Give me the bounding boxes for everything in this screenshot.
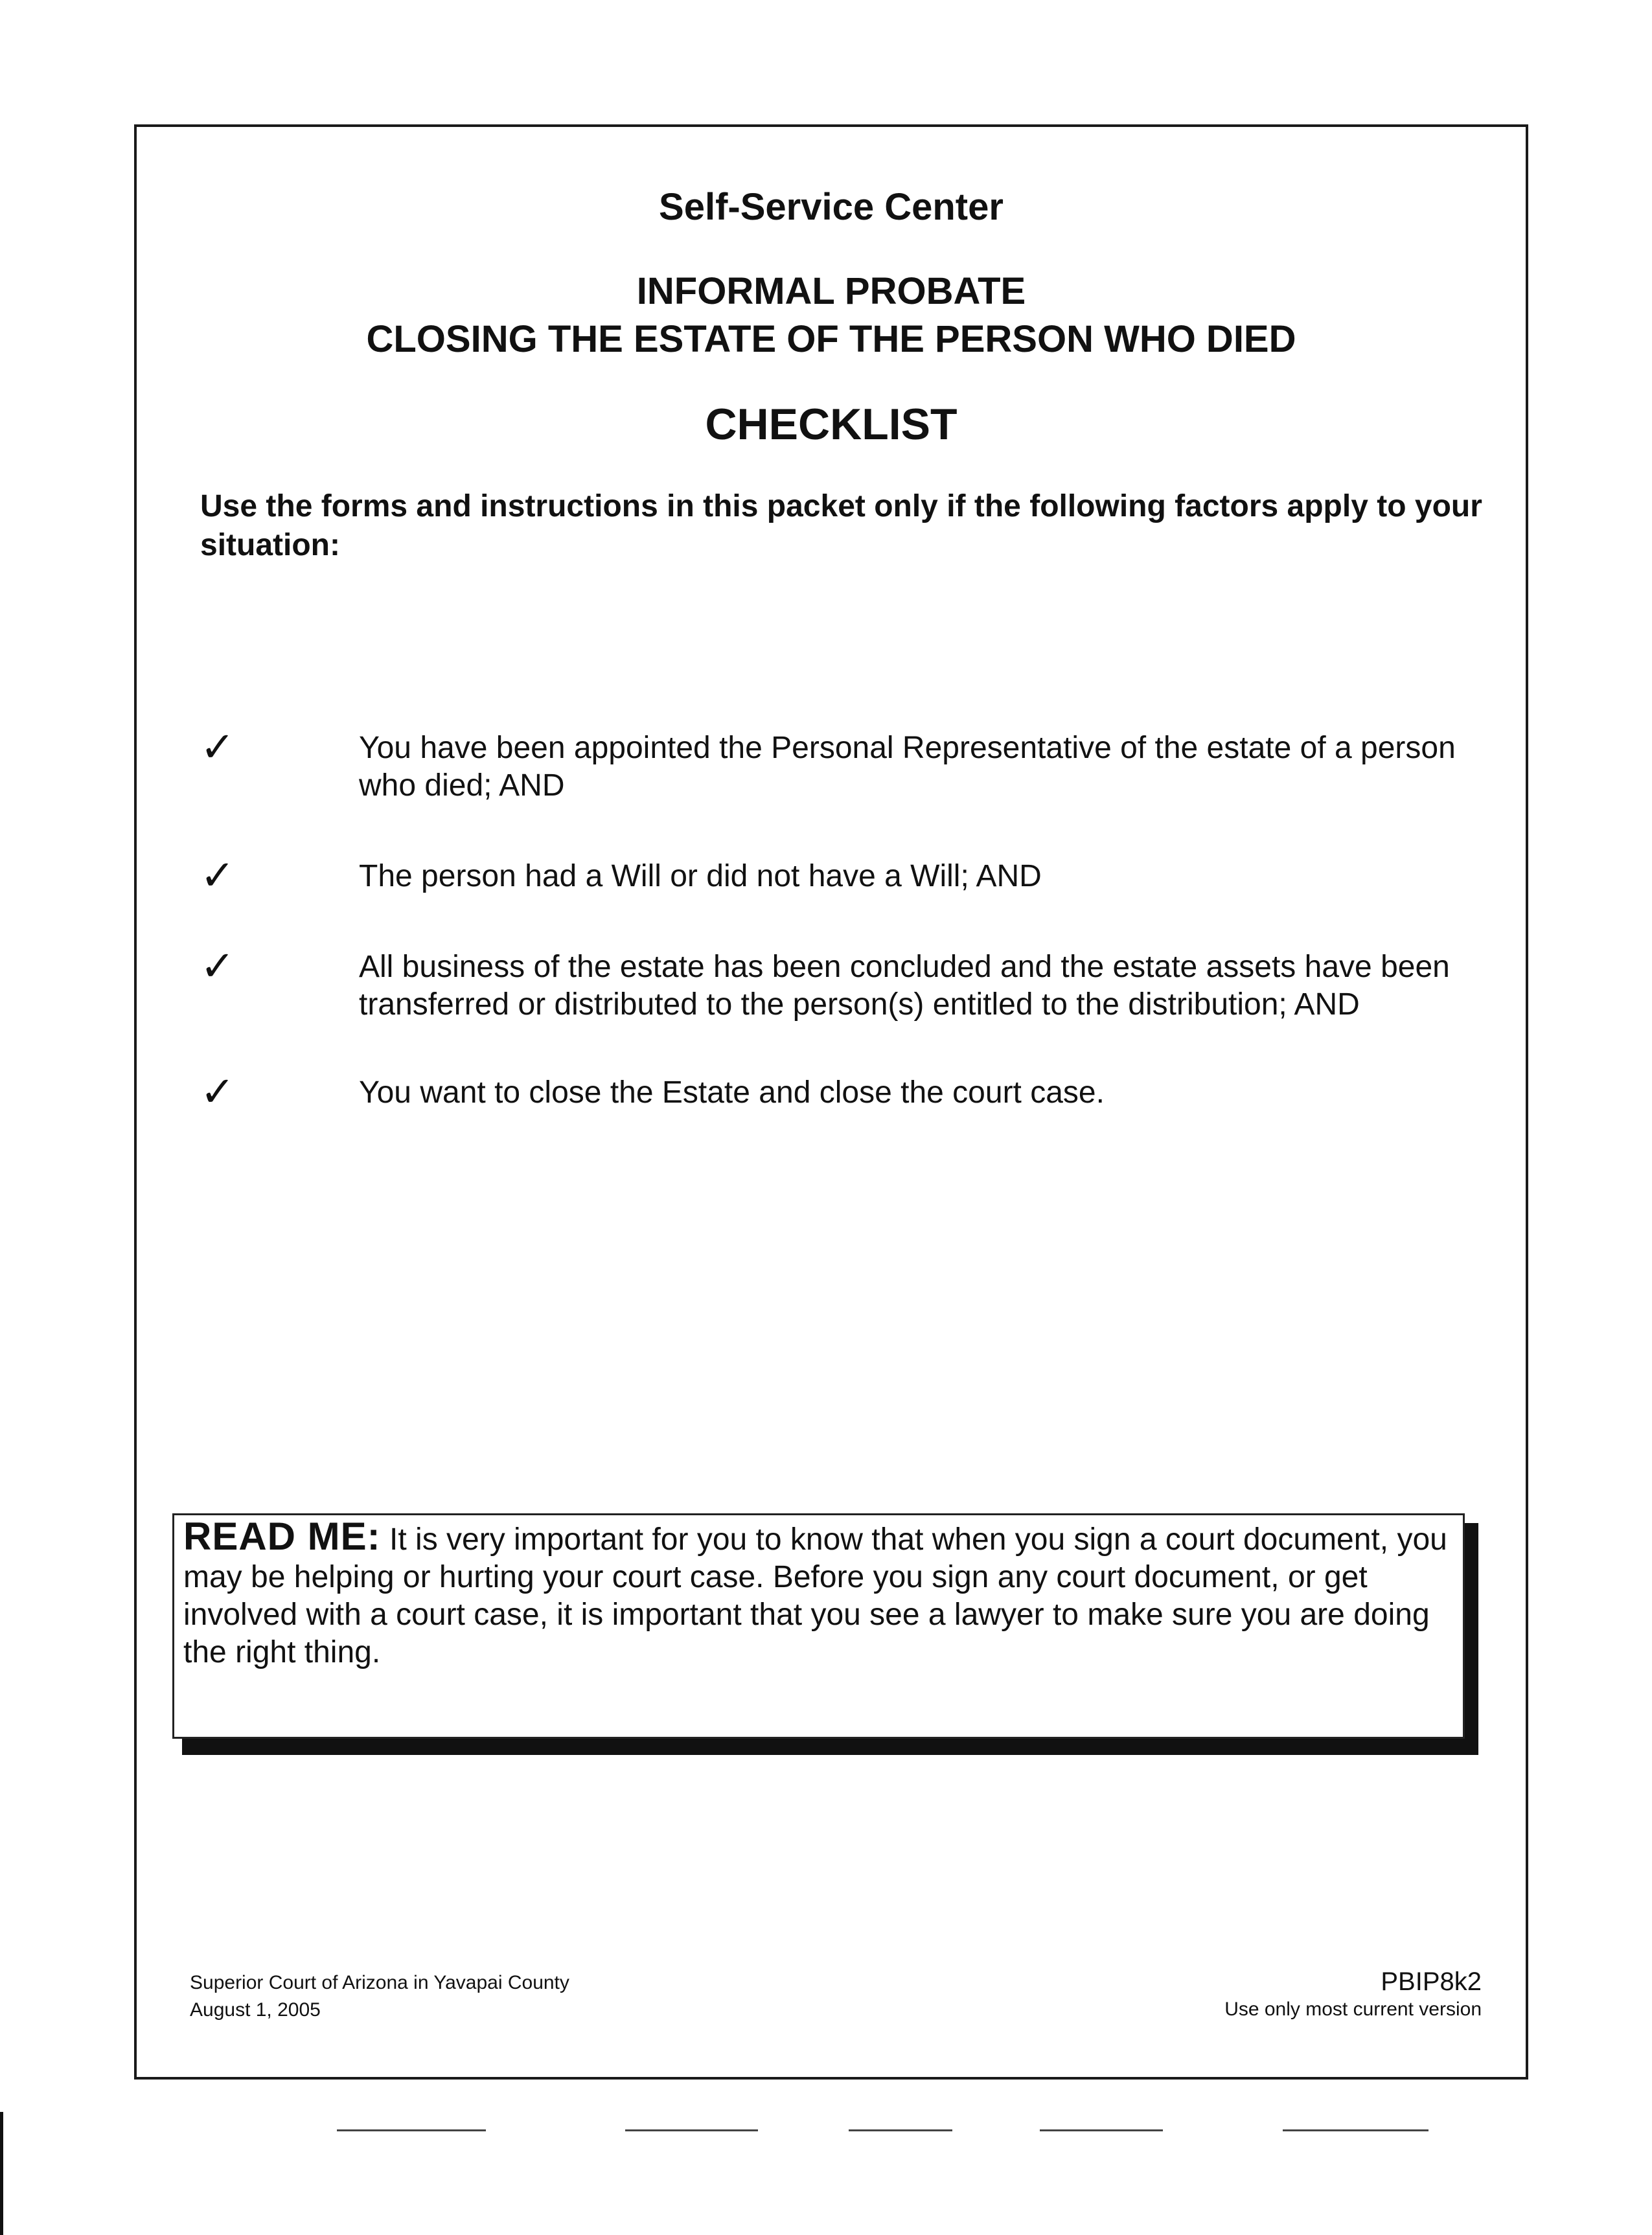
checkmark-icon: ✓ [200, 724, 235, 772]
footer-court-name: Superior Court of Arizona in Yavapai County [190, 1972, 569, 1993]
scan-artifact-line [1283, 2129, 1428, 2131]
checklist-item-text: You want to close the Estate and close the court case. [359, 1075, 1105, 1110]
document-frame [134, 124, 1528, 2080]
checklist-item-text: All business of the estate has been concluded and the estate assets have been transferred or distributed to the person(s) entitled to the distribution; AND [359, 950, 1450, 1022]
checklist-item-text: You have been appointed the Personal Representative of the estate of a person who died; AND [359, 731, 1456, 803]
center-name: Self-Service Center [659, 186, 1004, 228]
read-me-label: READ ME: [183, 1515, 381, 1558]
footer-court-info [190, 1969, 569, 2024]
document-title-line-2: CLOSING THE ESTATE OF THE PERSON WHO DIED [366, 318, 1296, 360]
checkmark-icon: ✓ [200, 1068, 235, 1116]
scan-artifact-line [625, 2129, 758, 2131]
footer-form-info [1224, 1967, 1482, 2023]
read-me-text: It is very important for you to know that when you sign a court document, you may be helping or hurting your court case. Before you sign any court document, or get involved with a court case, it is important that you see a lawyer to make sure you are doing the right thing. [183, 1522, 1447, 1669]
checkmark-icon: ✓ [200, 852, 235, 900]
footer-date: August 1, 2005 [190, 1999, 321, 2021]
scan-artifact-line [849, 2129, 952, 2131]
document-title-line-1: INFORMAL PROBATE [636, 270, 1026, 312]
read-me-notice [172, 1513, 1465, 1739]
version-note: Use only most current version [1224, 1999, 1482, 2020]
scan-edge-mark [0, 2112, 3, 2235]
intro-paragraph: Use the forms and instructions in this packet only if the following factors apply to your situation: [200, 489, 1482, 562]
checklist-item-text: The person had a Will or did not have a Will; AND [359, 859, 1042, 893]
form-code: PBIP8k2 [1381, 1967, 1482, 1996]
scan-artifact-line [337, 2129, 486, 2131]
checkmark-icon: ✓ [200, 943, 235, 991]
checklist-heading: CHECKLIST [705, 400, 958, 449]
scan-artifact-line [1040, 2129, 1163, 2131]
